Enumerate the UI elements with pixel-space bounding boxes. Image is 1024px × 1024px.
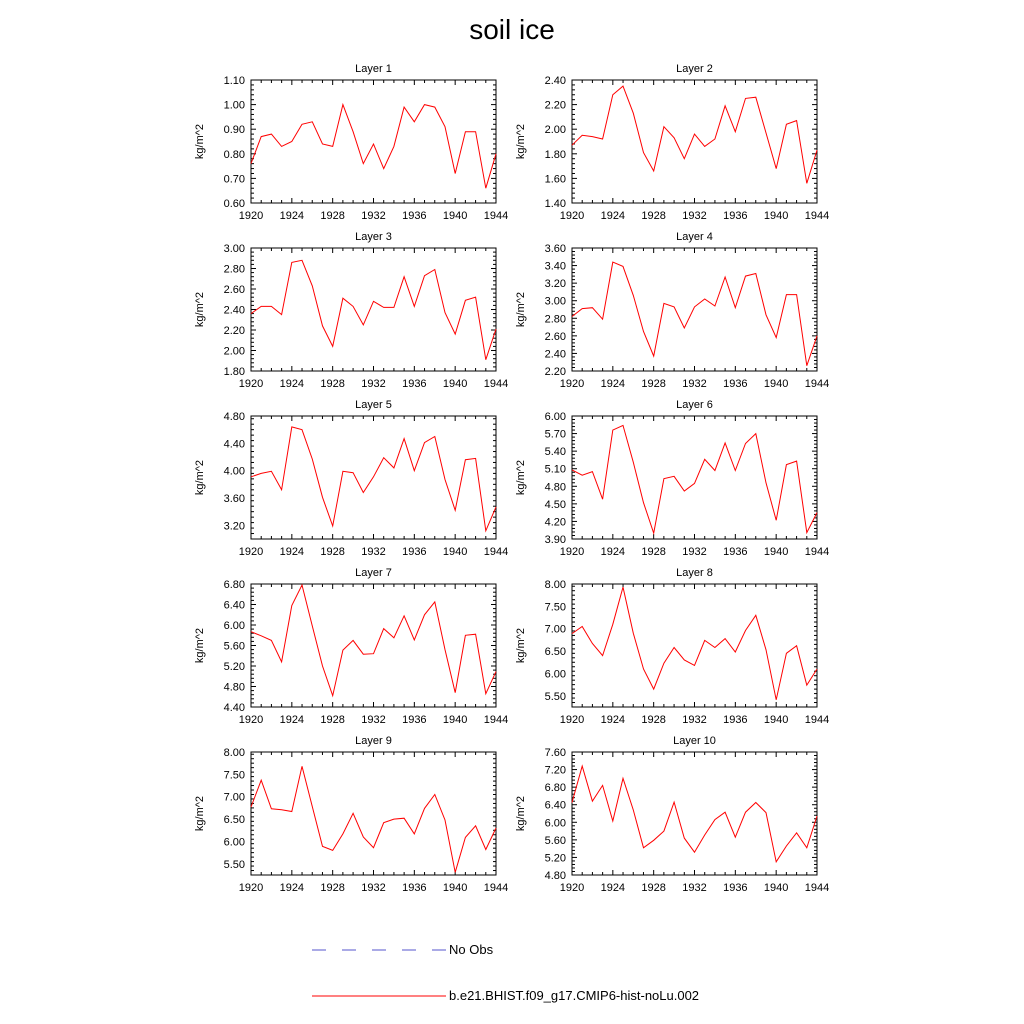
panel-title: Layer 10 xyxy=(673,735,716,747)
x-tick-label: 1924 xyxy=(279,546,305,558)
y-tick-label: 2.80 xyxy=(544,313,566,326)
y-tick-label: 6.00 xyxy=(223,836,245,849)
y-tick-label: 4.80 xyxy=(544,481,566,494)
x-tick-label: 1928 xyxy=(320,210,345,222)
x-tick-label: 1944 xyxy=(483,210,509,222)
plot-frame xyxy=(572,416,817,539)
x-tick-label: 1920 xyxy=(559,546,585,558)
x-tick-label: 1932 xyxy=(361,378,386,390)
y-tick-label: 2.60 xyxy=(544,330,566,343)
x-tick-label: 1920 xyxy=(238,378,264,390)
y-tick-label: 8.00 xyxy=(223,747,245,759)
plot-frame xyxy=(251,584,496,707)
x-tick-label: 1944 xyxy=(804,882,830,894)
x-tick-label: 1944 xyxy=(804,378,830,390)
y-axis-label: kg/m^2 xyxy=(515,291,527,328)
series-line xyxy=(572,425,817,533)
y-tick-label: 5.60 xyxy=(544,834,566,847)
y-tick-label: 7.60 xyxy=(544,747,566,759)
x-tick-label: 1940 xyxy=(442,546,468,558)
y-tick-label: 2.00 xyxy=(223,345,245,358)
y-tick-label: 7.50 xyxy=(544,601,566,614)
panel-title: Layer 3 xyxy=(355,231,392,243)
x-tick-label: 1940 xyxy=(442,210,468,222)
plot-frame xyxy=(572,752,817,875)
y-tick-label: 3.90 xyxy=(544,534,566,546)
panel-layer-1 xyxy=(194,63,508,222)
y-axis-label: kg/m^2 xyxy=(194,627,206,664)
series-line xyxy=(572,262,817,366)
x-tick-label: 1924 xyxy=(600,714,626,726)
panel-layer-2 xyxy=(515,63,829,222)
panel-title: Layer 8 xyxy=(676,567,713,579)
x-tick-label: 1936 xyxy=(402,210,427,222)
x-tick-label: 1940 xyxy=(442,714,468,726)
y-tick-label: 6.50 xyxy=(544,646,566,659)
y-tick-label: 6.00 xyxy=(544,411,566,423)
y-axis-label: kg/m^2 xyxy=(515,459,527,496)
y-tick-label: 6.80 xyxy=(544,782,566,795)
panel-title: Layer 1 xyxy=(355,63,392,75)
x-tick-label: 1924 xyxy=(279,210,305,222)
x-tick-label: 1932 xyxy=(682,378,707,390)
x-tick-label: 1924 xyxy=(279,378,305,390)
y-tick-label: 2.00 xyxy=(544,124,566,137)
x-tick-label: 1920 xyxy=(238,714,264,726)
x-tick-label: 1936 xyxy=(723,378,748,390)
y-axis-label: kg/m^2 xyxy=(194,291,206,328)
y-tick-label: 4.00 xyxy=(223,465,245,478)
panel-title: Layer 7 xyxy=(355,567,392,579)
y-tick-label: 7.00 xyxy=(544,623,566,636)
x-tick-label: 1940 xyxy=(442,378,468,390)
x-tick-label: 1932 xyxy=(361,210,386,222)
x-tick-label: 1944 xyxy=(804,210,830,222)
x-tick-label: 1944 xyxy=(483,714,509,726)
panel-title: Layer 4 xyxy=(676,231,713,243)
y-tick-label: 6.40 xyxy=(223,599,245,612)
y-tick-label: 4.40 xyxy=(223,438,245,451)
x-tick-label: 1928 xyxy=(641,546,666,558)
y-tick-label: 1.40 xyxy=(544,198,566,210)
y-tick-label: 6.50 xyxy=(223,814,245,827)
y-tick-label: 5.10 xyxy=(544,463,566,476)
x-tick-label: 1928 xyxy=(641,882,666,894)
x-tick-label: 1936 xyxy=(402,378,427,390)
panel-layer-9 xyxy=(194,735,508,894)
y-axis-label: kg/m^2 xyxy=(515,795,527,832)
x-tick-label: 1936 xyxy=(402,546,427,558)
y-axis-label: kg/m^2 xyxy=(194,123,206,160)
x-tick-label: 1944 xyxy=(804,714,830,726)
y-tick-label: 7.20 xyxy=(544,764,566,777)
y-tick-label: 3.60 xyxy=(544,243,566,255)
x-tick-label: 1936 xyxy=(723,882,748,894)
y-tick-label: 1.60 xyxy=(544,173,566,186)
y-tick-label: 4.40 xyxy=(223,702,245,714)
x-tick-label: 1932 xyxy=(682,210,707,222)
y-tick-label: 0.70 xyxy=(223,173,245,186)
y-tick-label: 8.00 xyxy=(544,579,566,591)
y-tick-label: 4.80 xyxy=(223,681,245,694)
panel-title: Layer 5 xyxy=(355,399,392,411)
y-tick-label: 7.50 xyxy=(223,769,245,782)
y-tick-label: 1.80 xyxy=(544,148,566,161)
y-tick-label: 1.80 xyxy=(223,366,245,378)
y-tick-label: 6.00 xyxy=(544,817,566,830)
x-tick-label: 1932 xyxy=(682,546,707,558)
y-tick-label: 1.00 xyxy=(223,99,245,112)
y-tick-label: 2.20 xyxy=(544,99,566,112)
x-tick-label: 1944 xyxy=(483,546,509,558)
y-tick-label: 2.40 xyxy=(544,348,566,361)
panel-title: Layer 6 xyxy=(676,399,713,411)
series-line xyxy=(251,260,496,359)
panel-layer-7 xyxy=(194,567,508,726)
plot-frame xyxy=(572,584,817,707)
x-tick-label: 1936 xyxy=(723,210,748,222)
x-tick-label: 1924 xyxy=(600,378,626,390)
y-tick-label: 3.00 xyxy=(223,243,245,255)
series-line xyxy=(572,587,817,700)
legend-label-no-obs: No Obs xyxy=(449,942,494,957)
y-tick-label: 3.20 xyxy=(544,278,566,291)
y-tick-label: 5.20 xyxy=(223,661,245,673)
y-tick-label: 3.20 xyxy=(223,520,245,533)
y-tick-label: 0.80 xyxy=(223,148,245,161)
y-tick-label: 3.40 xyxy=(544,260,566,273)
y-tick-label: 6.40 xyxy=(544,799,566,812)
x-tick-label: 1924 xyxy=(600,546,626,558)
series-line xyxy=(572,86,817,183)
x-tick-label: 1920 xyxy=(238,546,264,558)
x-tick-label: 1924 xyxy=(279,882,305,894)
series-line xyxy=(251,585,496,696)
y-tick-label: 7.00 xyxy=(223,791,245,804)
panel-layer-3 xyxy=(194,231,508,390)
x-tick-label: 1936 xyxy=(402,882,427,894)
panel-layer-4 xyxy=(515,231,829,390)
x-tick-label: 1936 xyxy=(723,546,748,558)
plot-frame xyxy=(572,80,817,203)
x-tick-label: 1932 xyxy=(361,882,386,894)
y-axis-label: kg/m^2 xyxy=(194,459,206,496)
y-tick-label: 2.80 xyxy=(223,263,245,276)
x-tick-label: 1932 xyxy=(682,882,707,894)
x-tick-label: 1944 xyxy=(483,882,509,894)
x-tick-label: 1920 xyxy=(559,882,585,894)
x-tick-label: 1920 xyxy=(559,714,585,726)
y-axis-label: kg/m^2 xyxy=(515,123,527,160)
y-tick-label: 5.50 xyxy=(544,690,566,703)
y-tick-label: 4.50 xyxy=(544,498,566,511)
y-tick-label: 2.20 xyxy=(544,366,566,378)
y-tick-label: 6.00 xyxy=(223,620,245,632)
series-line xyxy=(251,427,496,531)
x-tick-label: 1932 xyxy=(361,714,386,726)
x-tick-label: 1920 xyxy=(559,378,585,390)
y-tick-label: 3.60 xyxy=(223,493,245,505)
y-tick-label: 0.90 xyxy=(223,124,245,137)
x-tick-label: 1928 xyxy=(641,378,666,390)
y-tick-label: 4.80 xyxy=(544,870,566,882)
panel-layer-6 xyxy=(515,399,829,558)
x-tick-label: 1928 xyxy=(320,546,345,558)
y-tick-label: 2.20 xyxy=(223,325,245,337)
chart-title: soil ice xyxy=(469,14,555,45)
x-tick-label: 1924 xyxy=(600,210,626,222)
y-tick-label: 4.80 xyxy=(223,411,245,423)
plot-frame xyxy=(251,80,496,203)
plot-frame xyxy=(572,248,817,371)
y-tick-label: 5.40 xyxy=(544,446,566,459)
x-tick-label: 1940 xyxy=(763,882,789,894)
y-tick-label: 2.40 xyxy=(223,304,245,317)
x-tick-label: 1924 xyxy=(600,882,626,894)
x-tick-label: 1928 xyxy=(641,210,666,222)
series-line xyxy=(572,766,817,862)
panel-title: Layer 2 xyxy=(676,63,713,75)
y-tick-label: 1.10 xyxy=(223,75,245,87)
series-line xyxy=(251,766,496,872)
x-tick-label: 1920 xyxy=(559,210,585,222)
x-tick-label: 1936 xyxy=(723,714,748,726)
y-axis-label: kg/m^2 xyxy=(515,627,527,664)
x-tick-label: 1928 xyxy=(320,378,345,390)
x-tick-label: 1928 xyxy=(320,882,345,894)
x-tick-label: 1920 xyxy=(238,882,264,894)
x-tick-label: 1940 xyxy=(763,210,789,222)
y-tick-label: 5.20 xyxy=(544,852,566,865)
y-tick-label: 4.20 xyxy=(544,516,566,529)
x-tick-label: 1940 xyxy=(763,714,789,726)
x-tick-label: 1920 xyxy=(238,210,264,222)
panel-layer-10 xyxy=(515,735,829,894)
x-tick-label: 1932 xyxy=(682,714,707,726)
panel-layer-8 xyxy=(515,567,829,726)
y-tick-label: 6.00 xyxy=(544,668,566,681)
panel-title: Layer 9 xyxy=(355,735,392,747)
y-tick-label: 0.60 xyxy=(223,198,245,210)
x-tick-label: 1940 xyxy=(442,882,468,894)
x-tick-label: 1932 xyxy=(361,546,386,558)
y-tick-label: 5.60 xyxy=(223,640,245,653)
y-tick-label: 5.70 xyxy=(544,428,566,441)
x-tick-label: 1944 xyxy=(483,378,509,390)
y-tick-label: 2.60 xyxy=(223,284,245,296)
plot-frame xyxy=(251,248,496,371)
x-tick-label: 1924 xyxy=(279,714,305,726)
x-tick-label: 1936 xyxy=(402,714,427,726)
y-tick-label: 3.00 xyxy=(544,295,566,308)
x-tick-label: 1940 xyxy=(763,546,789,558)
x-tick-label: 1944 xyxy=(804,546,830,558)
y-tick-label: 5.50 xyxy=(223,858,245,871)
y-tick-label: 2.40 xyxy=(544,75,566,87)
x-tick-label: 1940 xyxy=(763,378,789,390)
series-line xyxy=(251,105,496,189)
x-tick-label: 1928 xyxy=(641,714,666,726)
x-tick-label: 1928 xyxy=(320,714,345,726)
plot-frame xyxy=(251,752,496,875)
y-tick-label: 6.80 xyxy=(223,579,245,591)
y-axis-label: kg/m^2 xyxy=(194,795,206,832)
legend-label-model: b.e21.BHIST.f09_g17.CMIP6-hist-noLu.002 xyxy=(449,988,700,1003)
panel-layer-5 xyxy=(194,399,508,558)
